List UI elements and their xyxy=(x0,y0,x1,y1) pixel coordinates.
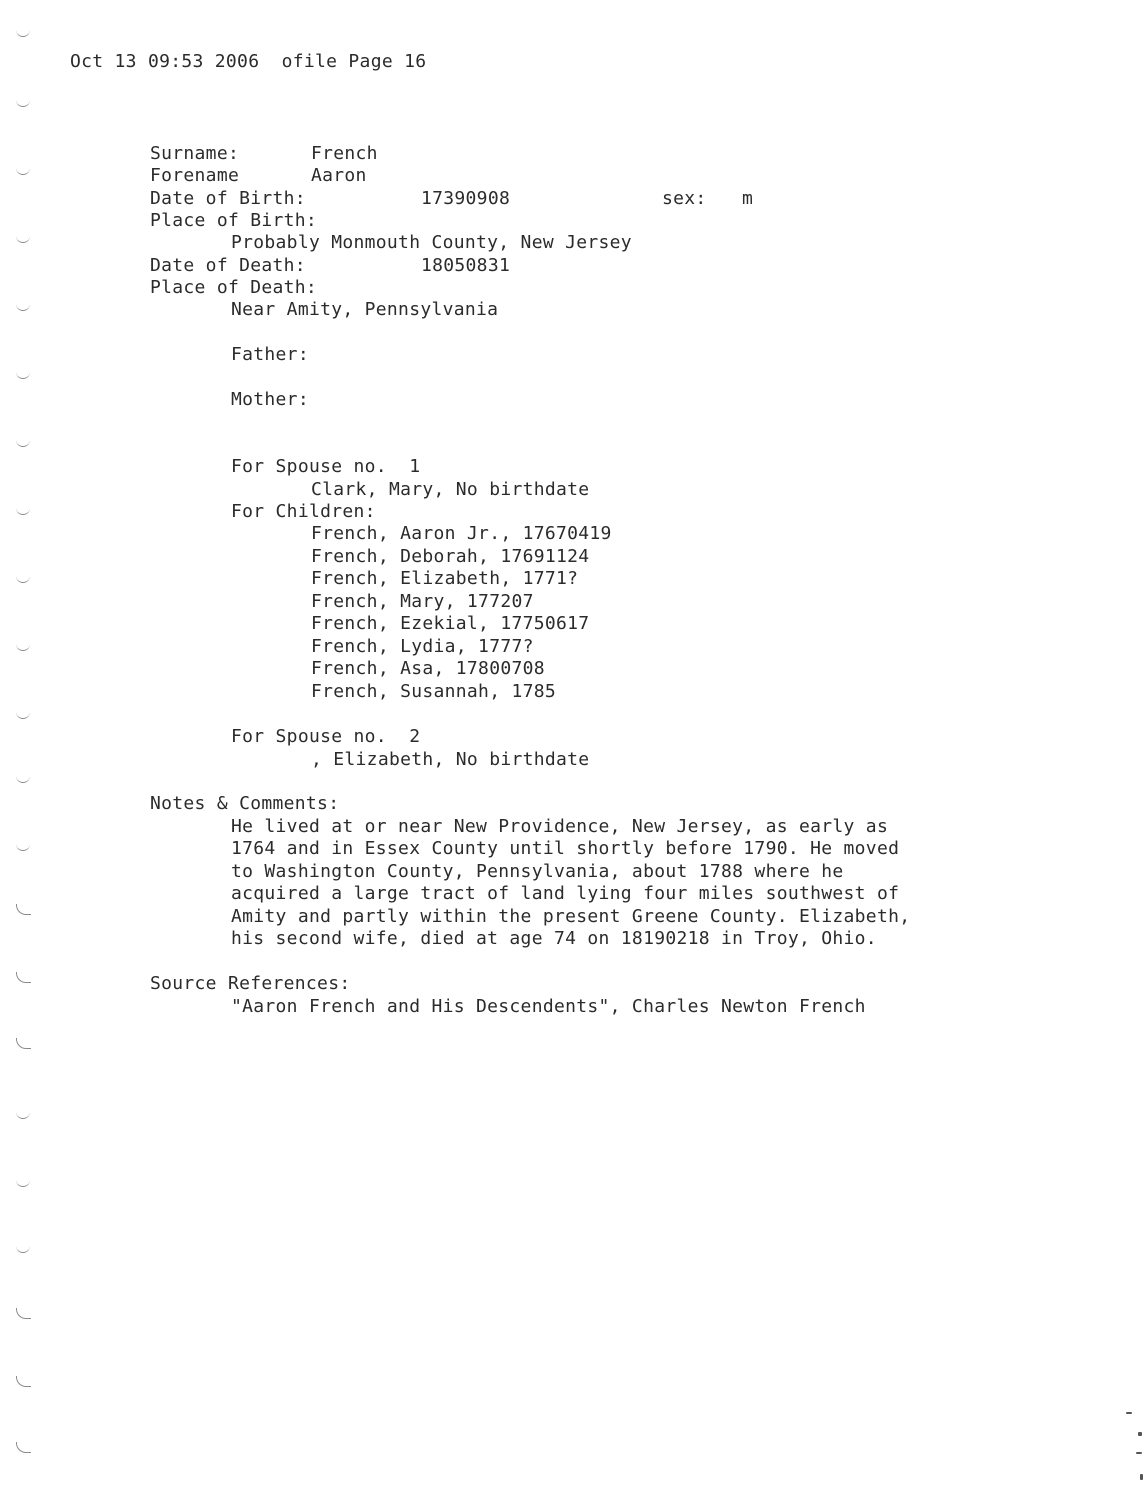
spouse-1-label: For Spouse no. 1 xyxy=(231,456,421,477)
child-entry: French, Mary, 177207 xyxy=(311,591,534,612)
sources-text: "Aaron French and His Descendents", Charles Newton French xyxy=(231,996,866,1017)
feed-hole-mark xyxy=(16,30,30,37)
feed-hole-mark xyxy=(16,1308,31,1319)
feed-hole-mark xyxy=(16,1246,30,1253)
notes-line: Amity and partly within the present Greene County. Elizabeth, xyxy=(231,906,911,927)
dod-value: 18050831 xyxy=(421,255,511,276)
notes-line: He lived at or near New Providence, New Jersey, as early as xyxy=(231,816,889,837)
feed-hole-mark xyxy=(16,644,30,651)
pod-value: Near Amity, Pennsylvania xyxy=(231,299,499,320)
feed-hole-mark xyxy=(16,712,30,719)
feed-hole-mark xyxy=(16,168,30,175)
spouse-1-name: Clark, Mary, No birthdate xyxy=(311,479,590,500)
dod-label: Date of Death: xyxy=(150,255,306,276)
child-entry: French, Lydia, 1777? xyxy=(311,636,534,657)
feed-hole-mark xyxy=(16,100,30,107)
feed-hole-mark xyxy=(16,576,30,583)
spouse-2-name: , Elizabeth, No birthdate xyxy=(311,749,590,770)
sex-value: m xyxy=(742,188,754,209)
notes-line: his second wife, died at age 74 on 18190218 in Troy, Ohio. xyxy=(231,928,877,949)
feed-hole-mark xyxy=(16,904,31,915)
feed-hole-mark xyxy=(16,508,30,515)
child-entry: French, Susannah, 1785 xyxy=(311,681,557,702)
forename-value: Aaron xyxy=(311,165,367,186)
feed-hole-mark xyxy=(16,304,30,311)
child-entry: French, Asa, 17800708 xyxy=(311,658,545,679)
pod-label: Place of Death: xyxy=(150,277,318,298)
scan-speck xyxy=(1126,1412,1132,1414)
feed-hole-mark xyxy=(16,372,30,379)
child-entry: French, Elizabeth, 1771? xyxy=(311,568,579,589)
pob-label: Place of Birth: xyxy=(150,210,318,231)
father-label: Father: xyxy=(231,344,309,365)
forename-label: Forename xyxy=(150,165,240,186)
dob-label: Date of Birth: xyxy=(150,188,306,209)
notes-label: Notes & Comments: xyxy=(150,793,340,814)
scan-speck xyxy=(1138,1432,1142,1436)
sex-label: sex: xyxy=(662,188,707,209)
sources-label: Source References: xyxy=(150,973,351,994)
page-header: Oct 13 09:53 2006 ofile Page 16 xyxy=(70,51,427,72)
feed-hole-mark xyxy=(16,844,30,851)
feed-hole-mark xyxy=(16,1180,30,1187)
feed-hole-mark xyxy=(16,776,30,783)
feed-hole-mark xyxy=(16,1038,31,1049)
feed-hole-mark xyxy=(16,236,30,243)
child-entry: French, Deborah, 17691124 xyxy=(311,546,590,567)
feed-hole-mark xyxy=(16,1376,31,1387)
children-label: For Children: xyxy=(231,501,376,522)
pob-value: Probably Monmouth County, New Jersey xyxy=(231,232,632,253)
child-entry: French, Aaron Jr., 17670419 xyxy=(311,523,612,544)
scan-speck xyxy=(1140,1474,1143,1480)
notes-line: acquired a large tract of land lying four miles southwest of xyxy=(231,883,900,904)
scan-speck xyxy=(1136,1452,1142,1454)
notes-line: 1764 and in Essex County until shortly before 1790. He moved xyxy=(231,838,900,859)
notes-line: to Washington County, Pennsylvania, about 1788 where he xyxy=(231,861,844,882)
surname-label: Surname: xyxy=(150,143,240,164)
child-entry: French, Ezekial, 17750617 xyxy=(311,613,590,634)
feed-hole-mark xyxy=(16,1112,30,1119)
feed-hole-mark xyxy=(16,440,30,447)
surname-value: French xyxy=(311,143,378,164)
spouse-2-label: For Spouse no. 2 xyxy=(231,726,421,747)
dob-value: 17390908 xyxy=(421,188,511,209)
feed-hole-mark xyxy=(16,972,31,983)
mother-label: Mother: xyxy=(231,389,309,410)
feed-hole-mark xyxy=(16,1442,31,1453)
